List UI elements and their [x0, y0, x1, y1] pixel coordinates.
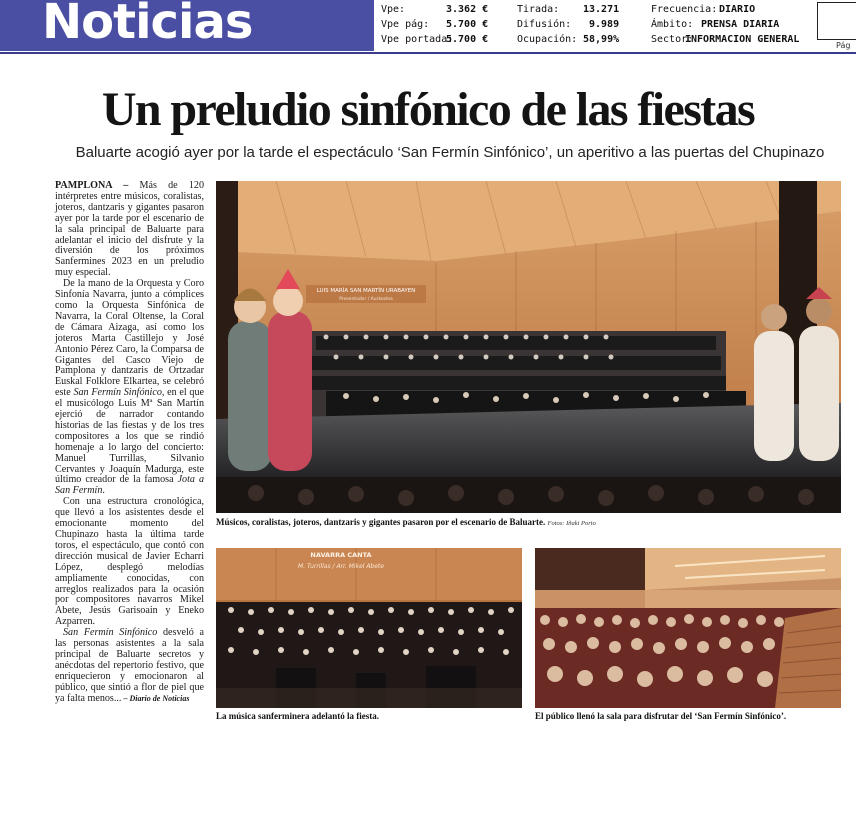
paragraph-3-text: Con una estructura cronológica, que llevó a los asistentes desde el emocionante momento del Chupinazo hasta la última tarde toros, el espectáculo, que contó con dirección musical de Javier Echarri López, desplegó melodías ampliamente conocidas, con arreglos realizados para la ocasión por compositores navarros Mikel Abete, Jesús Garisoain y Eneko Azparren. [55, 496, 204, 628]
vpe-value: 3.362 € [446, 4, 489, 15]
paragraph-2-text-c: . [102, 485, 105, 497]
paragraph-2-italic-2: Jota a San Fermín [55, 474, 204, 497]
main-caption-text: Músicos, coralistas, joteros, dantzaris y gigantes pasaron por el escenario de Baluarte. [216, 517, 546, 527]
page-label: Pág [836, 41, 851, 50]
choir-caption-text: La música sanferminera adelantó la fiesta. [216, 711, 379, 721]
choir-banner-sub: M. Turrillas / Arr. Mikel Abete [298, 563, 384, 570]
vpe-portada-value: 5.700 € [446, 34, 489, 45]
tirada-value: 13.271 [583, 4, 620, 15]
paragraph-2-text-b: , en el que el musicólogo Luis Mª San Martín ejerció de narrador contando historias de las fiestas y de los tres compositores a los que se rindió homenaje a lo largo del concierto: Manuel Turrillas, Silvanio Cervantes y Joaquín Madurga, este último creador de la famosa [55, 387, 205, 486]
dateline: PAMPLONA – [55, 180, 129, 191]
paragraph-1 [55, 181, 204, 279]
audience-photo [535, 548, 841, 708]
ambito-label: Ámbito: [651, 19, 694, 30]
photo-credit: Fotos: Iñaki Porto [547, 520, 596, 527]
article-body [55, 181, 204, 705]
paragraph-2-text-a: De la mano de la Orquesta y Coro Sinfonía Navarra, junto a cómplices como la Orquesta Sinfónica de Navarra, la Coral Oltense, la Coral de Cámara Aizaga, así como los joteros Marta Castillejo y José Antonio Pérez Caro, la Comparsa de Gigantes del Casco Viejo de Pamplona y dantzaris de Ortzadar Euskal Folklore Elkartea, se celebró este [55, 278, 204, 399]
stats-col-1 [381, 2, 453, 47]
paragraph-4-italic: San Fermín Sinfónico [63, 627, 158, 639]
signature: – Diario de Noticias [121, 693, 190, 703]
frecuencia-label: Frecuencia: [651, 4, 718, 15]
vpe-portada-label: Vpe portada: [381, 34, 454, 45]
audience-caption-text: El público llenó la sala para disfrutar del ‘San Fermín Sinfónico’. [535, 711, 787, 721]
paragraph-3 [55, 497, 204, 628]
paragraph-2-italic: San Fermín Sinfónico [73, 387, 162, 399]
stats-col-3-values [685, 2, 800, 47]
sector-label: Sector: [651, 34, 694, 45]
difusion-label: Difusión: [517, 19, 572, 30]
choir-banner: NAVARRA CANTA [310, 551, 372, 559]
main-banner: LUIS MARÍA SAN MARTÍN URABAYEN [316, 288, 416, 294]
audience-caption [535, 711, 786, 721]
main-banner-sub: Presentador / Aurkezlea [339, 297, 393, 302]
stats-col-2-values [583, 2, 619, 47]
paragraph-1-text: Más de 120 intérpretes entre músicos, coralistas, joteros, dantzaris y gigantes pasaron ayer por la tarde por el escenario de la sala principal de Baluarte para adelantar el inicio del disfrute y la diversión de los próximos Sanfermines 2023 en un preludio muy especial. [55, 180, 204, 279]
press-clipping-header [0, 0, 856, 54]
vpe-pag-label: Vpe pág: [381, 19, 430, 30]
paragraph-2 [55, 279, 204, 497]
logo-text: Noticias [42, 0, 253, 50]
stats-col-1-values [446, 2, 488, 47]
main-photo-stage [216, 181, 841, 513]
paragraph-4-text: desveló a las personas asistentes a la sala principal de Baluarte secretos y anécdotas del repertorio festivo, que enriquecieron y emocionaron al público, que sintió a flor de piel que ya falta menos... [55, 627, 204, 704]
ambito-value: PRENSA DIARIA [701, 19, 780, 30]
ocupacion-value: 58,99% [583, 34, 620, 45]
stats-col-2 [517, 2, 577, 47]
main-photo-caption [216, 517, 596, 527]
headline: Un preludio sinfónico de las fiestas [101, 83, 755, 136]
tirada-label: Tirada: [517, 4, 560, 15]
paragraph-4 [55, 628, 204, 704]
newspaper-logo [0, 0, 374, 51]
difusion-value: 9.989 [589, 19, 620, 30]
vpe-label: Vpe: [381, 4, 406, 15]
page-number-box [817, 2, 856, 40]
vpe-pag-value: 5.700 € [446, 19, 489, 30]
ocupacion-label: Ocupación: [517, 34, 578, 45]
frecuencia-value: DIARIO [719, 4, 756, 15]
sector-value: INFORMACION GENERAL [685, 34, 800, 45]
choir-photo [216, 548, 522, 708]
choir-caption [216, 711, 379, 721]
subheadline: Baluarte acogió ayer por la tarde el espectáculo ‘San Fermín Sinfónico’, un aperitivo a las puertas del Chupinazo [75, 144, 825, 161]
